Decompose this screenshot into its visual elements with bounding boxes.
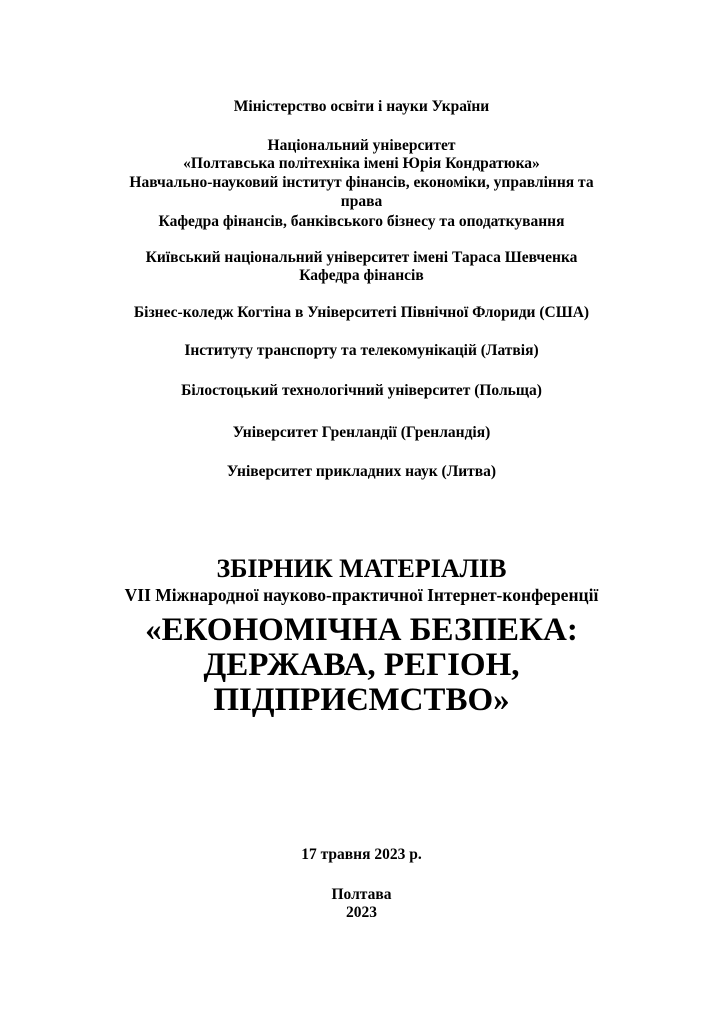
institute: права	[340, 193, 383, 210]
university-name: «Полтавська політехніка імені Юрія Кондратюка»	[183, 155, 540, 172]
partner-institution: Інституту транспорту та телекомунікацій (Латвія)	[184, 342, 539, 359]
year: 2023	[346, 904, 377, 921]
conference-title: «ЕКОНОМІЧНА БЕЗПЕКА:	[145, 612, 578, 648]
collection-heading: ЗБІРНИК МАТЕРІАЛІВ	[216, 554, 507, 583]
partner-institution: Бізнес-коледж Когтіна в Університеті Північної Флориди (США)	[133, 304, 590, 321]
department: Кафедра фінансів	[299, 267, 424, 284]
university-name: Київський національний університет імені Тараса Шевченка	[145, 249, 578, 266]
ministry: Міністерство освіти і науки України	[233, 98, 490, 115]
conference-title: ДЕРЖАВА, РЕГІОН,	[203, 647, 520, 683]
partner-institution: Університет прикладних наук (Литва)	[226, 463, 497, 480]
department: Кафедра фінансів, банківського бізнесу та оподаткування	[158, 213, 565, 230]
university-name: Національний університет	[267, 137, 456, 154]
conference-subtitle: VII Міжнародної науково-практичної Інтернет-конференції	[124, 585, 599, 605]
institute: Навчально-науковий інститут фінансів, економіки, управління та	[129, 174, 594, 191]
conference-title: ПІДПРИЄМСТВО»	[213, 682, 510, 718]
partner-institution: Білостоцький технологічний університет (Польща)	[181, 382, 542, 399]
partner-institution: Університет Гренландії (Гренландія)	[232, 424, 491, 441]
city: Полтава	[331, 886, 392, 903]
conference-date: 17 травня 2023 р.	[301, 846, 422, 863]
